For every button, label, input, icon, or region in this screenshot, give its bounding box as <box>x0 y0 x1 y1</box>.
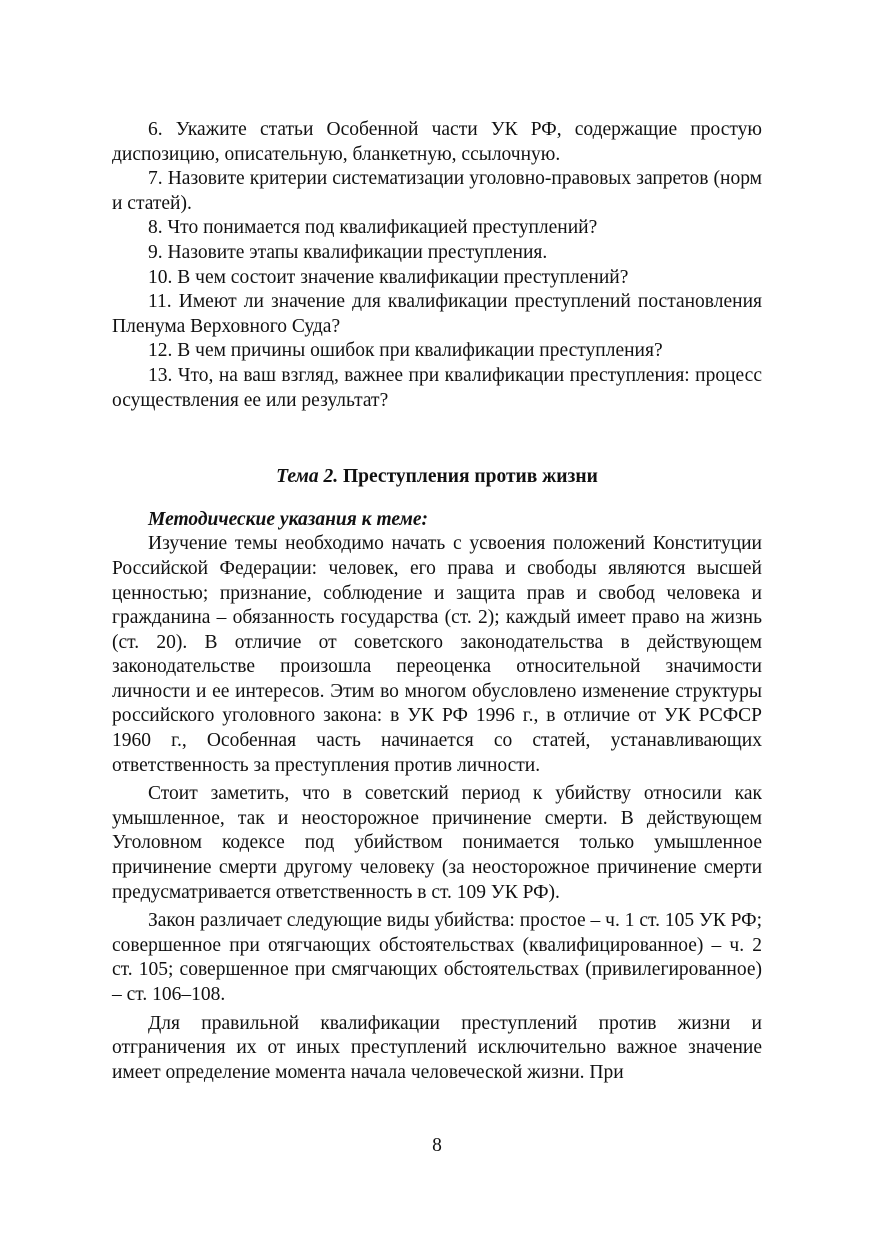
page-body <box>112 118 762 1085</box>
question-item: 8. Что понимается под квалификацией преступлений? <box>148 217 598 239</box>
topic-title <box>112 465 762 490</box>
topic-name: Преступления против жизни <box>338 466 598 488</box>
page-number: 8 <box>432 1135 442 1156</box>
body-paragraph: Для правильной квалификации преступлений против жизни и отграничения их от иных преступлений исключительно важное значение имеет определение момента начала человеческой жизни. При <box>112 1012 762 1083</box>
question-item: 6. Укажите статьи Особенной части УК РФ, содержащие простую диспозицию, описательную, бланкетную, ссылочную. <box>112 119 762 165</box>
question-list <box>112 118 762 413</box>
question-item: 9. Назовите этапы квалификации преступления. <box>148 241 548 263</box>
body-paragraph: Стоит заметить, что в советский период к убийству относили как умышленное, так и неосторожное причинение смерти. В действующем Уголовном кодексе под убийством понимается только умышленное причинение смерти другому человеку (за неосторожное причинение смерти предусматривается ответственность в ст. 109 УК РФ). <box>112 783 762 903</box>
topic-prefix: Тема 2. <box>276 466 339 488</box>
body-paragraph: Закон различает следующие виды убийства: простое – ч. 1 ст. 105 УК РФ; совершенное при отягчающих обстоятельствах (квалифицированное) – ч. 2 ст. 105; совершенное при смягчающих обстоятельствах (привилегированное) – ст. 106–108. <box>112 910 762 1005</box>
question-item: 12. В чем причины ошибок при квалификации преступления? <box>148 340 663 362</box>
section-heading: Методические указания к теме: <box>148 508 429 530</box>
body-paragraph: Изучение темы необходимо начать с усвоения положений Конституции Российской Федерации: человек, его права и свободы являются высшей ценностью; признание, соблюдение и защита прав и свобод человека и гражданина – обязанность государства (ст. 2); каждый имеет право на жизнь (ст. 20). В отличие от советского законодательства в действующем законодательстве произошла переоценка относительной значимости личности и ее интересов. Этим во многом обусловлено изменение структуры российского уголовного закона: в УК РФ 1996 г., в отличие от УК РСФСР 1960 г., Особенная часть начинается со статей, устанавливающих ответственность за преступления против личности. <box>112 533 762 776</box>
question-item: 7. Назовите критерии систематизации уголовно-правовых запретов (норм и статей). <box>112 168 762 214</box>
question-item: 11. Имеют ли значение для квалификации преступлений постановления Пленума Верховного Суда? <box>112 291 762 337</box>
question-item: 13. Что, на ваш взгляд, важнее при квалификации преступления: процесс осуществления ее или результат? <box>112 364 762 411</box>
question-item: 10. В чем состоит значение квалификации преступлений? <box>148 266 629 288</box>
